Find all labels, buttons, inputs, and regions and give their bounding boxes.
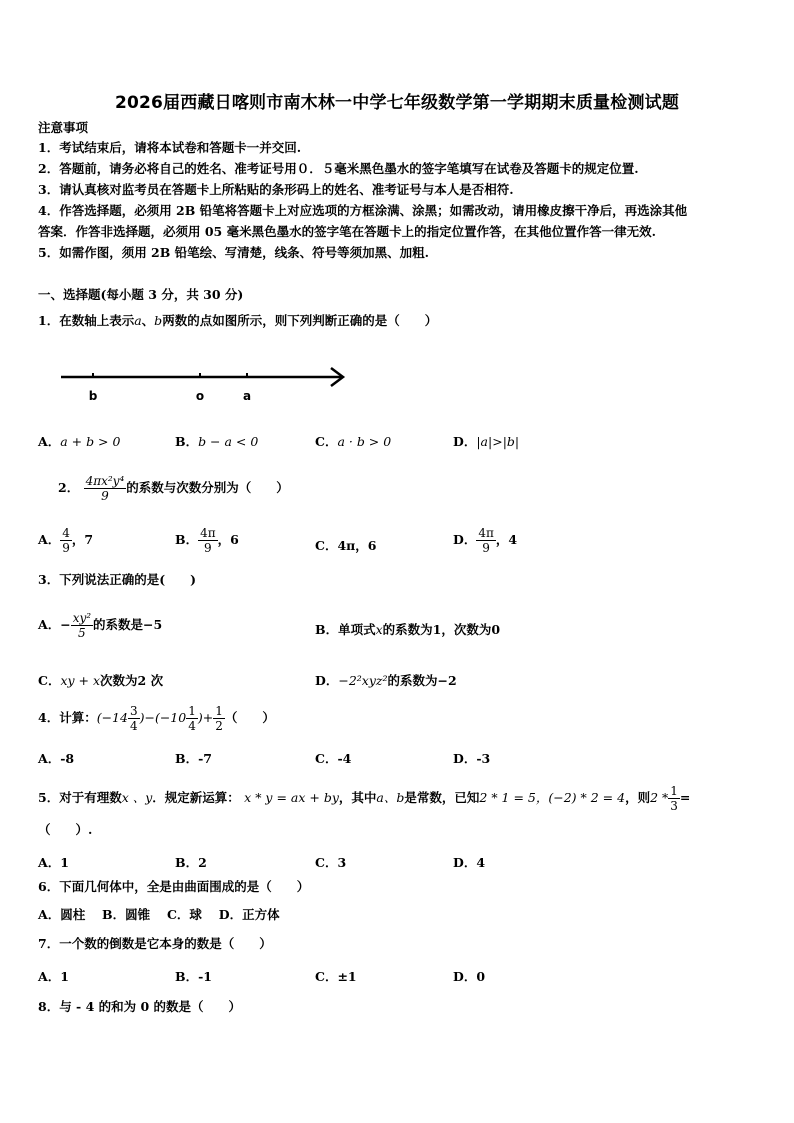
option-text: 4π，6 xyxy=(337,538,377,553)
option-fraction xyxy=(60,526,72,555)
q7-option-a[interactable]: A．1 xyxy=(38,969,69,984)
option-label: C． xyxy=(38,673,61,688)
notice-heading: 注意事项 xyxy=(38,120,89,135)
q7-option-b[interactable]: B．-1 xyxy=(175,969,212,984)
option-expr: |a|>|b| xyxy=(476,434,520,449)
fraction-numerator: 1 xyxy=(215,704,223,718)
option-label: A． xyxy=(38,434,61,449)
fraction-numerator: 4 xyxy=(62,526,70,540)
axis-label-o: o xyxy=(195,389,205,403)
page-title: 2026届西藏日喀则市南木林一中学七年级数学第一学期期末质量检测试题 xyxy=(114,93,680,113)
fraction-numerator: 3 xyxy=(129,704,138,718)
fraction-numerator: 4π xyxy=(478,526,494,540)
q1-stem: 1．在数轴上表示 xyxy=(38,313,135,328)
option-label: D． xyxy=(315,673,339,688)
q5-stem: 5．对于有理数 xyxy=(38,790,122,805)
q5-vars: x 、y xyxy=(121,790,153,805)
notice-item: 4．作答选择题，必须用 2B 铅笔将答题卡上对应选项的方框涂满、涂黑；如需改动，请用橡皮擦干净后，再选涂其他 xyxy=(38,203,688,218)
question-4 xyxy=(38,704,275,733)
q3-option-d[interactable] xyxy=(315,671,457,689)
q4-stem: 4．计算： xyxy=(38,710,97,725)
q5-stem: 是常数，已知 xyxy=(404,790,480,805)
q6-options[interactable]: A．圆柱 B．圆锥 C．球 D．正方体 xyxy=(38,907,280,922)
option-text: 的系数为−2 xyxy=(387,673,457,688)
q2-number: 2． xyxy=(58,480,80,495)
fraction-denominator: 9 xyxy=(62,541,70,555)
question-6: 6．下面几何体中，全是由曲面围成的是（ ） xyxy=(38,879,310,894)
section-heading: 一、选择题(每小题 3 分，共 30 分) xyxy=(38,287,244,302)
q4-option-d[interactable]: D．-3 xyxy=(453,751,491,766)
option-tail: ，7 xyxy=(71,532,94,547)
option-fraction xyxy=(476,526,496,555)
option-text: 的系数为1，次数为0 xyxy=(382,622,501,637)
notice-item: 答案．作答非选择题，必须用 05 毫米黑色墨水的签字笔在答题卡上的指定位置作答，在其他位置作答一律无效. xyxy=(38,224,656,239)
number-line-figure xyxy=(55,362,355,408)
q5-fraction xyxy=(668,784,680,813)
fraction-numerator: 4πx²y⁴ xyxy=(85,474,125,488)
q3-option-c[interactable] xyxy=(38,671,163,689)
notice-item: 1．考试结束后，请将本试卷和答题卡一并交回. xyxy=(38,140,302,155)
q2-option-a[interactable] xyxy=(38,526,93,555)
option-label: D． xyxy=(453,434,477,449)
option-expr: a + b > 0 xyxy=(60,434,121,449)
q4-fraction xyxy=(186,704,198,733)
option-tail: 的系数是−5 xyxy=(93,617,163,632)
fraction-denominator: 9 xyxy=(101,489,109,503)
q5-stem: ，则 xyxy=(625,790,651,805)
option-tail: ，4 xyxy=(495,532,518,547)
option-var: x xyxy=(375,622,383,637)
q5-option-a[interactable]: A．1 xyxy=(38,855,69,870)
q5-blank: （ ）. xyxy=(38,822,93,837)
question-7: 7．一个数的倒数是它本身的数是（ ） xyxy=(38,936,272,951)
notice-item: 5．如需作图，须用 2B 铅笔绘、写清楚，线条、符号等须加黑、加粗. xyxy=(38,245,430,260)
q1-var-b: b xyxy=(154,313,163,328)
option-expr: b − a < 0 xyxy=(198,434,259,449)
fraction-numerator: 1 xyxy=(670,784,678,798)
q5-option-b[interactable]: B．2 xyxy=(175,855,207,870)
option-label: C． xyxy=(315,434,338,449)
q7-option-d[interactable]: D．0 xyxy=(453,969,486,984)
q4-expr: (−14 xyxy=(96,710,128,725)
q5-given: 2 * 1 = 5，(−2) * 2 = 4 xyxy=(479,790,626,805)
q3-option-b[interactable] xyxy=(315,620,500,638)
q1-option-b[interactable] xyxy=(175,432,258,450)
q1-option-c[interactable] xyxy=(315,432,391,450)
q1-option-a[interactable] xyxy=(38,432,120,450)
q2-option-c[interactable] xyxy=(315,536,377,554)
question-2 xyxy=(58,474,289,503)
q4-fraction xyxy=(213,704,225,733)
q7-option-c[interactable]: C．±1 xyxy=(315,969,357,984)
q5-constants: a、b xyxy=(376,790,405,805)
option-label: A． xyxy=(38,532,61,547)
option-label: C． xyxy=(315,538,338,553)
q4-fraction xyxy=(128,704,140,733)
fraction-denominator: 9 xyxy=(204,541,212,555)
fraction-denominator: 5 xyxy=(78,626,86,640)
fraction-numerator: xy² xyxy=(72,611,92,625)
q5-ask: 2 * xyxy=(650,790,669,805)
option-expr: a · b > 0 xyxy=(337,434,392,449)
q4-expr: )+ xyxy=(197,710,214,725)
q5-option-d[interactable]: D．4 xyxy=(453,855,486,870)
q2-option-d[interactable] xyxy=(453,526,517,555)
question-8: 8．与 - 4 的和为 0 的数是（ ） xyxy=(38,999,242,1014)
q4-option-c[interactable]: C．-4 xyxy=(315,751,352,766)
fraction-denominator: 3 xyxy=(670,799,678,813)
q3-option-a[interactable] xyxy=(38,611,162,640)
option-expr: xy + x xyxy=(60,673,101,688)
axis-label-a: a xyxy=(242,389,252,403)
option-label: B． xyxy=(175,434,199,449)
q1-stem-tail: 两数的点如图所示，则下列判断正确的是（ ） xyxy=(162,313,438,328)
fraction-denominator: 4 xyxy=(188,719,196,733)
q4-option-a[interactable]: A．-8 xyxy=(38,751,75,766)
fraction-denominator: 4 xyxy=(129,719,138,733)
q5-rule: x * y = ax + by xyxy=(244,790,339,805)
option-tail: ，6 xyxy=(217,532,239,547)
q5-equals: = xyxy=(679,790,691,805)
q2-option-b[interactable] xyxy=(175,526,239,555)
fraction-denominator: 9 xyxy=(482,541,490,555)
fraction-denominator: 2 xyxy=(215,719,223,733)
option-label: A． xyxy=(38,617,61,632)
q5-option-c[interactable]: C．3 xyxy=(315,855,347,870)
option-text: 单项式 xyxy=(338,622,376,637)
notice-item: 3．请认真核对监考员在答题卡上所粘贴的条形码上的姓名、准考证号与本人是否相符. xyxy=(38,182,514,197)
option-label: B． xyxy=(175,532,199,547)
option-label: D． xyxy=(453,532,477,547)
axis-label-b: b xyxy=(88,389,98,403)
fraction-numerator: 1 xyxy=(188,704,196,718)
option-text: 次数为2 次 xyxy=(100,673,164,688)
option-expr: −2²xyz² xyxy=(338,673,388,688)
q1-var-a: a xyxy=(134,313,142,328)
q2-stem: 的系数与次数分别为（ ） xyxy=(126,480,289,495)
option-fraction xyxy=(71,611,93,640)
option-label: B． xyxy=(315,622,339,637)
q1-option-d[interactable] xyxy=(453,432,519,450)
option-neg: − xyxy=(60,617,71,632)
q2-fraction xyxy=(84,474,127,503)
q4-expr: )−(−10 xyxy=(139,710,187,725)
q5-stem: ．规定新运算： xyxy=(152,790,240,805)
q1-sep: 、 xyxy=(141,313,155,328)
option-fraction xyxy=(198,526,218,555)
question-3: 3．下列说法正确的是( ) xyxy=(38,572,197,587)
question-5 xyxy=(38,784,690,813)
fraction-numerator: 4π xyxy=(200,526,216,540)
notice-item: 2．答题前，请务必将自己的姓名、准考证号用０．５毫米黑色墨水的签字笔填写在试卷及答题卡的规定位置. xyxy=(38,161,639,176)
q4-tail: （ ） xyxy=(224,710,275,725)
q5-stem: ，其中 xyxy=(338,790,377,805)
q4-option-b[interactable]: B．-7 xyxy=(175,751,212,766)
question-1 xyxy=(38,313,437,329)
